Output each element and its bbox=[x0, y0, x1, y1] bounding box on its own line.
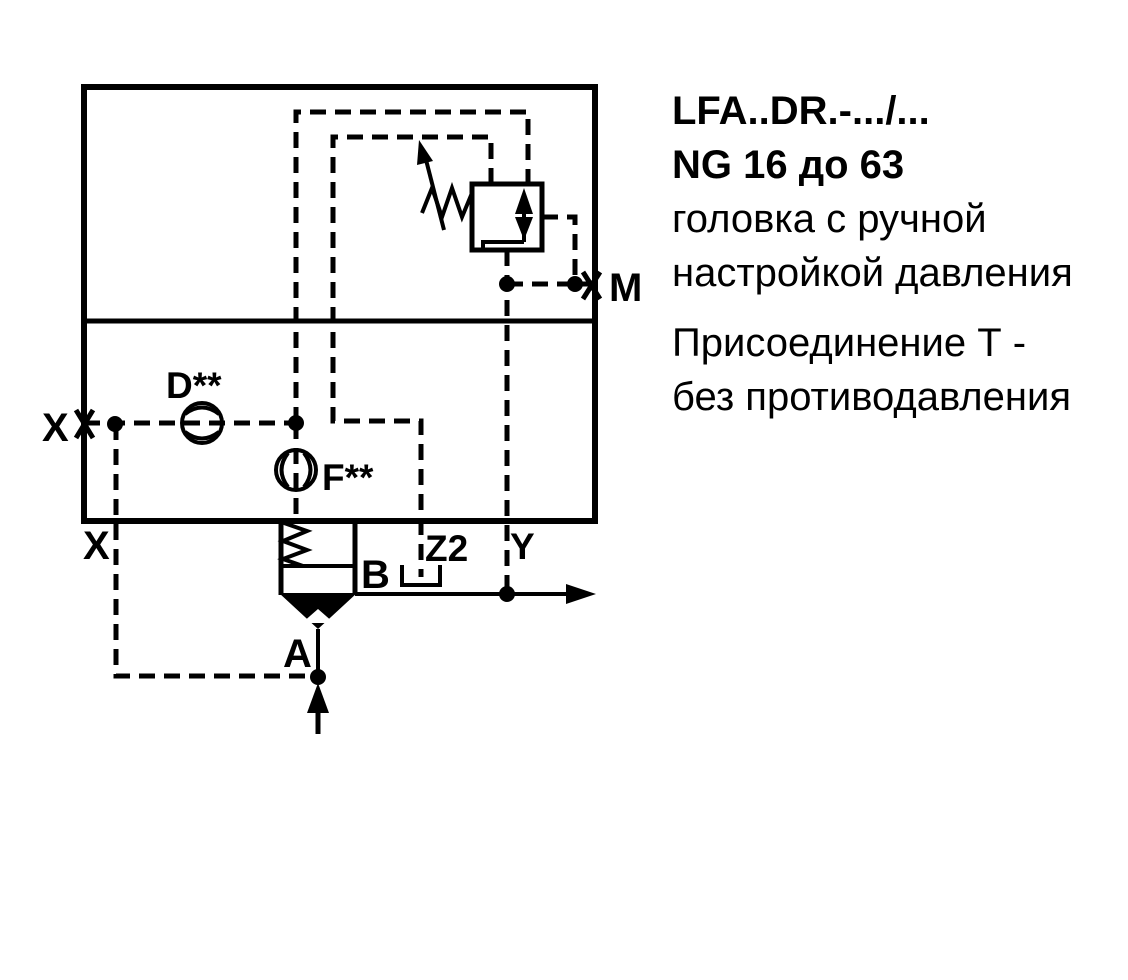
orifice-label-f: F** bbox=[322, 457, 374, 498]
port-label-a: A bbox=[283, 632, 312, 676]
work-port-lines bbox=[307, 565, 596, 734]
plugged-port-marks bbox=[76, 272, 600, 438]
housing-border bbox=[84, 87, 595, 521]
poppet-icon bbox=[279, 593, 357, 629]
junction-dot bbox=[107, 416, 123, 432]
junction-dot bbox=[499, 586, 515, 602]
junction-dot bbox=[288, 415, 304, 431]
cartridge-spring-icon bbox=[283, 523, 307, 566]
junction-dot bbox=[310, 669, 326, 685]
port-label-m: M bbox=[609, 266, 643, 310]
valve-housing-outline bbox=[84, 87, 595, 521]
description-line6: без противодавления bbox=[672, 375, 1071, 419]
model-code: LFA..DR.-.../... bbox=[672, 89, 930, 133]
port-labels bbox=[42, 266, 642, 676]
a-flow-arrow-icon bbox=[307, 683, 329, 734]
nominal-size: NG 16 до 63 bbox=[672, 143, 905, 187]
description-line5: Присоединение Т - bbox=[672, 321, 1027, 365]
adjustment-arrow-icon bbox=[417, 140, 444, 230]
description-line4: настройкой давления bbox=[672, 251, 1073, 295]
pilot-line-relief-vent bbox=[542, 217, 575, 284]
port-label-y: Y bbox=[510, 526, 535, 567]
pilot-relief-valve bbox=[417, 140, 542, 250]
port-label-x-side: X bbox=[42, 406, 69, 450]
description-text bbox=[672, 84, 1073, 424]
port-label-z2: Z2 bbox=[425, 528, 469, 569]
b-flow-arrow-icon bbox=[566, 584, 596, 604]
orifice-label-d: D** bbox=[166, 365, 222, 406]
description-line3: головка с ручной bbox=[672, 197, 987, 241]
junction-dot bbox=[499, 276, 515, 292]
relief-spring-icon bbox=[422, 188, 472, 217]
junction-dot bbox=[567, 276, 583, 292]
port-label-x-bottom: X bbox=[83, 524, 110, 568]
port-label-b: B bbox=[361, 553, 390, 597]
